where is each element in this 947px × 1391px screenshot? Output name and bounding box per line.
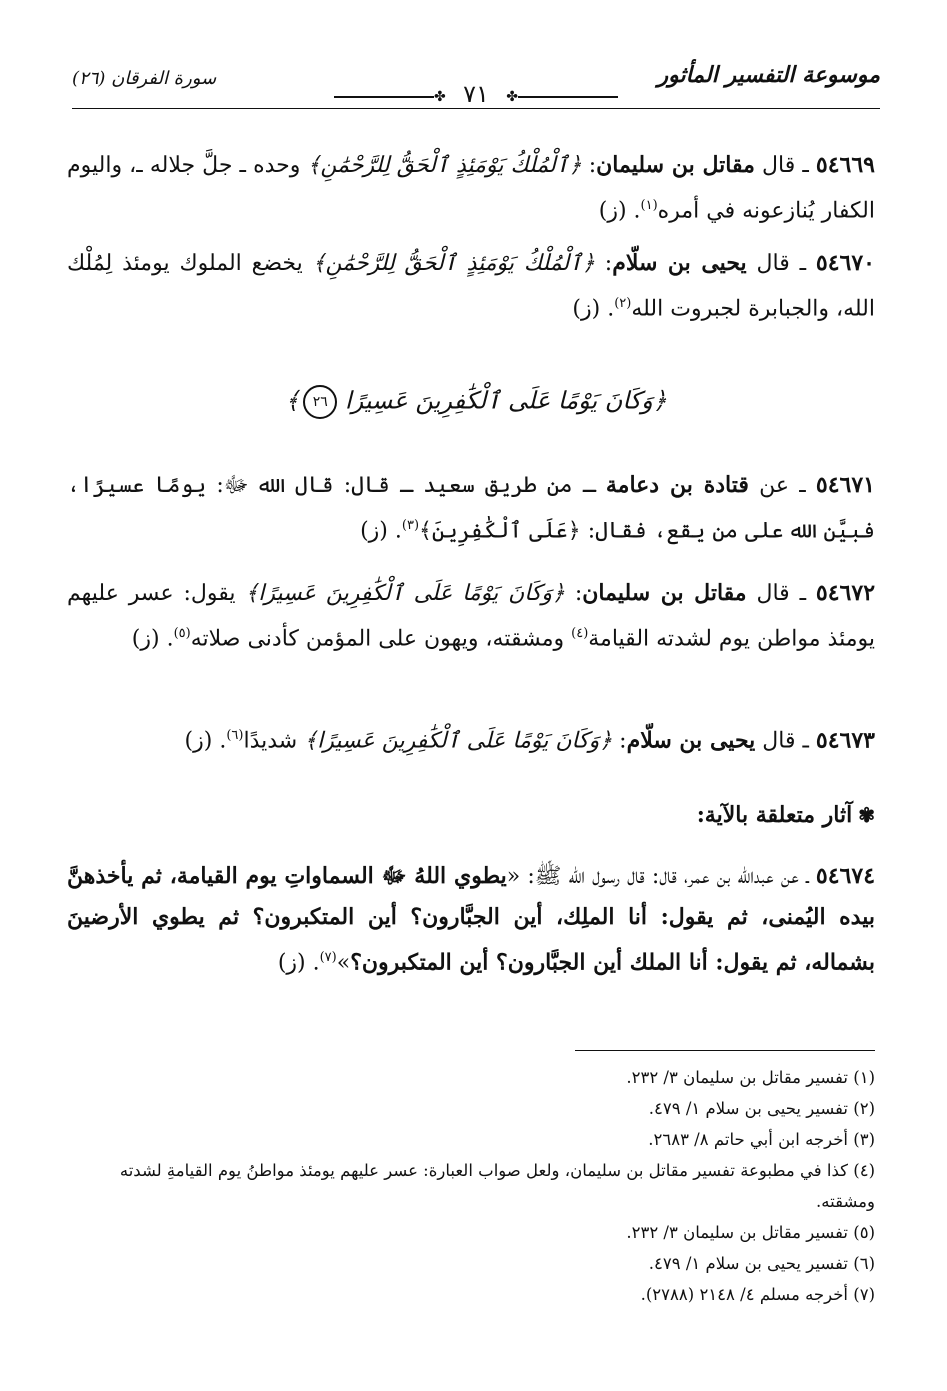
entry-text: ـ عن عبدالله بن عمر، قال: قال رسول الله ﷺ: «: [506, 864, 816, 889]
athar-entry: [67, 243, 875, 329]
footnote-ref[interactable]: (٦): [226, 728, 244, 743]
entry-end: . (ز): [598, 198, 641, 224]
entry-end: . (ز): [572, 296, 615, 322]
surah-title: سورة الفرقان (٢٦): [72, 68, 217, 89]
footnote-ref[interactable]: (٧): [319, 950, 337, 965]
entry-end: . (ز): [131, 626, 174, 652]
narrator-name: قتادة بن دعامة: [605, 472, 749, 498]
entry-number: ٥٤٦٧٢: [815, 580, 876, 606]
ayah-bracket: ﴾: [285, 386, 300, 415]
entry-end: . (ز): [360, 518, 402, 544]
athar-entry: [67, 465, 875, 551]
quran-quote: ﴿وَكَانَ يَوْمًا عَلَى ٱلْكَٰفِرِينَ عَسِيرًا﴾: [245, 581, 565, 606]
entry-text: :: [581, 153, 597, 178]
footnotes: [67, 1062, 875, 1310]
entry-text: وحده ـ جلَّ جلاله ـ، واليوم الكفار يُنازعونه في أمره: [67, 153, 875, 224]
entry-text: شديدًا: [243, 728, 305, 754]
hadith-entry: [67, 856, 875, 983]
footnote: (٤) كذا في مطبوعة تفسير مقاتل بن سليمان، ولعل صواب العبارة: عسر عليهم يومئذ مواطنُ يوم القيامةِ لشدته ومشقته.: [119, 1161, 875, 1211]
header-rule-left: [334, 96, 434, 98]
quran-quote: ﴿وَكَانَ يَوْمًا عَلَى ٱلْكَٰفِرِينَ عَسِيرًا﴾: [304, 728, 613, 754]
entry-text: ـ عن: [748, 473, 816, 498]
narrator-name: يحيى بن سلّام: [612, 250, 747, 276]
entry-text: »: [336, 950, 351, 976]
entry-text: يقول: عسر عليهم يومئذ مواطن يوم لشدته القيامة: [67, 581, 875, 652]
ayah-text: ﴿وَكَانَ يَوْمًا عَلَى ٱلْكَٰفِرِينَ عَسِيرًا: [344, 386, 667, 415]
narrator-name: مقاتل بن سليمان: [596, 152, 755, 178]
page-number: ٧١: [463, 80, 489, 108]
footnote-divider: [575, 1050, 875, 1051]
section-title: [697, 802, 875, 828]
verse-number-icon: ٢٦: [303, 385, 337, 419]
narrator-name: يحيى بن سلّام: [626, 727, 756, 754]
footnote: (٢) تفسير يحيى بن سلام ١/ ٤٧٩.: [648, 1099, 875, 1118]
entry-text: يخضع الملوك يومئذ لِمُلْك الله، والجبابرة لجبروت الله: [67, 251, 875, 322]
athar-entry: [67, 573, 875, 659]
ornament-icon: ✤: [506, 89, 518, 105]
athar-entry: [67, 145, 875, 231]
footnote-ref[interactable]: (٢): [614, 296, 632, 311]
narrator-name: مقاتل بن سليمان: [582, 580, 747, 606]
entry-text: :: [594, 251, 613, 276]
quran-quote: ﴿ٱلْمُلْكُ يَوْمَئِذٍ ٱلْحَقُّ لِلرَّحْمَٰنِ﴾: [312, 251, 595, 276]
entry-text: ـ من طريق سعيد ـ قال: قال الله ﷻ: يومًا عسيرًا، فبيَّن الله على من يقع، فقال: ﴿عَلَى ٱلْكَٰفِرِينَ﴾: [67, 473, 875, 544]
ayah-heading: [72, 385, 880, 419]
entry-number: ٥٤٦٧١: [815, 472, 875, 498]
footnote-ref[interactable]: (٤): [571, 626, 589, 641]
hadith-text: يطوي اللهُ ﷻ السماواتِ يوم القيامة، ثم يأخذهنَّ بيده اليُمنى، ثم يقول: أنا الملِك، أين الجبَّارون؟ أين المتكبرون؟ ثم يطوي الأرضينَ بشماله، ثم يقول: أنا الملك أين الجبَّارون؟ أين المتكبرون؟: [67, 863, 875, 976]
footnote-ref[interactable]: (١): [640, 198, 658, 213]
footnote: (٦) تفسير يحيى بن سلام ١/ ٤٧٩.: [648, 1254, 875, 1273]
page-header: [72, 62, 880, 110]
footnote: (٧) أخرجه مسلم ٤/ ٢١٤٨ (٢٧٨٨).: [640, 1285, 875, 1304]
footnote: (١) تفسير مقاتل بن سليمان ٣/ ٢٣٢.: [626, 1068, 875, 1087]
book-title: موسوعة التفسير المأثور: [657, 62, 880, 88]
header-divider: [72, 108, 880, 109]
entry-text: ـ قال: [746, 581, 816, 606]
ornament-icon: ✤: [434, 89, 446, 105]
section-title-text: آثار متعلقة بالآية:: [696, 802, 853, 828]
entry-number: ٥٤٦٧٤: [815, 863, 876, 889]
entry-number: ٥٤٦٦٩: [815, 152, 875, 178]
entry-end: . (ز): [277, 950, 320, 976]
entry-text: ـ قال: [754, 153, 816, 178]
flower-icon: ✾: [858, 803, 875, 827]
entry-text: :: [612, 728, 627, 754]
footnote: (٣) أخرجه ابن أبي حاتم ٨/ ٢٦٨٣.: [648, 1130, 875, 1149]
footnote-ref[interactable]: (٣): [401, 518, 420, 533]
quran-quote: ﴿ٱلْمُلْكُ يَوْمَئِذٍ ٱلْحَقُّ لِلرَّحْمَٰنِ﴾: [307, 153, 582, 178]
entry-number: ٥٤٦٧٠: [815, 250, 875, 276]
footnote-ref[interactable]: (٥): [173, 626, 191, 641]
entry-text: :: [564, 581, 583, 606]
entry-text: ومشقته، ويهون على المؤمن كأدنى صلاته: [190, 626, 572, 652]
entry-end: . (ز): [184, 728, 227, 754]
athar-entry: [67, 716, 875, 761]
footnote: (٥) تفسير مقاتل بن سليمان ٣/ ٢٣٢.: [626, 1223, 875, 1242]
entry-number: ٥٤٦٧٣: [815, 727, 875, 754]
header-rule-right: [518, 96, 618, 98]
entry-text: ـ قال: [755, 728, 816, 754]
entry-text: ـ قال: [746, 251, 816, 276]
